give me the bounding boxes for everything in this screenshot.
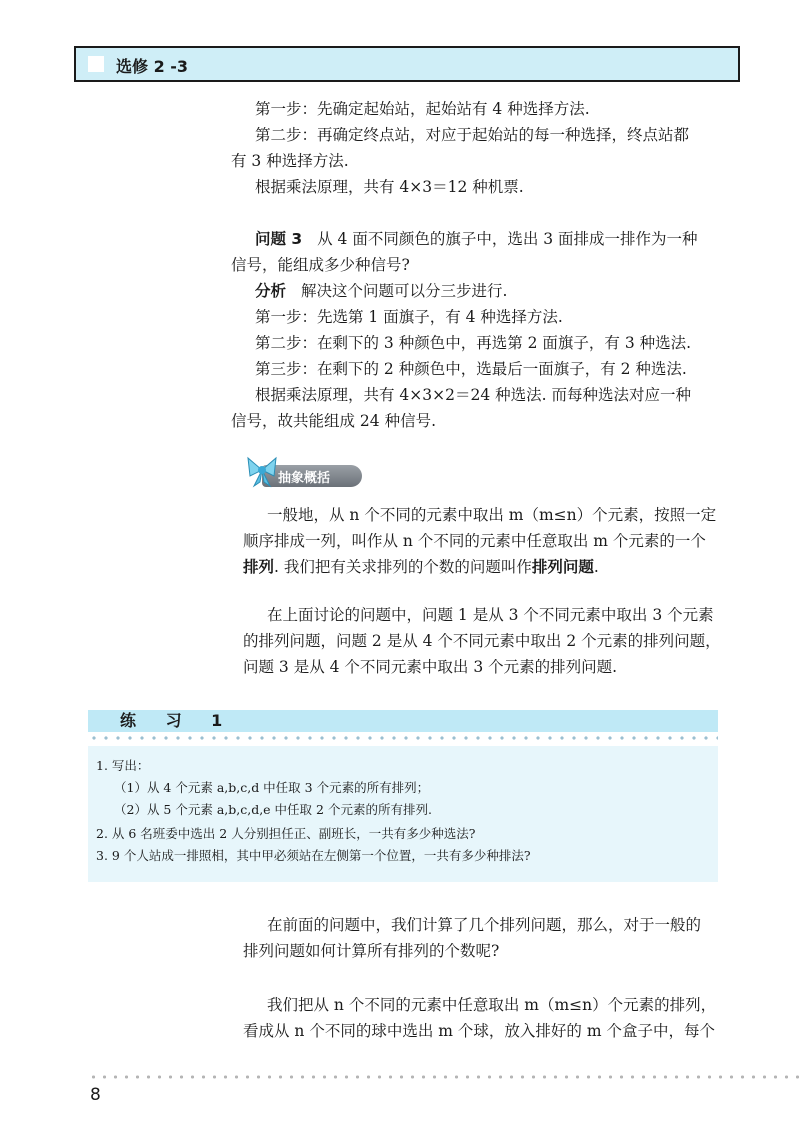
definition-mid: . 我们把有关求排列的个数的问题叫作 [274,558,532,576]
text-line: 有 3 种选择方法. [231,152,349,170]
block1-text [231,96,725,200]
chapter-header [74,46,740,82]
exercise-dotted-divider [88,736,718,740]
problem3-line1: 从 4 面不同颜色的旗子中，选出 3 面排成一排作为一种 [317,230,698,248]
exercise-box [88,746,718,882]
exercise-item: （1）从 4 个元素 a,b,c,d 中任取 3 个元素的所有排列； [114,780,430,795]
page-number: 8 [90,1085,101,1105]
exercise-item: 2. 从 6 名班委中选出 2 人分别担任正、副班长，一共有多少种选法? [96,826,476,841]
analysis-label: 分析 [255,282,287,300]
chapter-title: 选修 2 -3 [116,57,189,76]
continuation-answer [243,992,735,1044]
problem3-label: 问题 3 [255,230,303,248]
footer-dotted-divider [88,1075,800,1079]
ribbon-icon [244,452,280,488]
exercise-item: 1. 写出： [96,758,150,773]
continuation-line2: 排列问题如何计算所有排列的个数呢? [243,942,500,960]
discussion-line1: 在上面讨论的问题中，问题 1 是从 3 个不同元素中取出 3 个元素 [267,606,714,624]
continuation-line3: 我们把从 n 个不同的元素中任意取出 m（m≤n）个元素的排列， [267,996,717,1014]
problem3-statement [255,226,725,252]
conclusion-line1: 根据乘法原理，共有 4×3×2＝24 种选法. 而每种选法对应一种 [255,386,691,404]
abstract-badge [244,452,362,492]
text-line: 第一步：先确定起始站，起始站有 4 种选择方法. [255,100,590,118]
discussion-line3: 问题 3 是从 4 个不同元素中取出 3 个元素的排列问题. [243,658,618,676]
conclusion-line2: 信号，故共能组成 24 种信号. [231,412,437,430]
continuation-line1: 在前面的问题中，我们计算了几个排列问题，那么，对于一般的 [267,916,702,934]
step3-line: 第三步：在剩下的 2 种颜色中，选最后一面旗子，有 2 种选法. [255,360,687,378]
term-permutation: 排列 [243,558,275,576]
badge-label: 抽象概括 [278,471,331,486]
exercise-item: 3. 9 个人站成一排照相，其中甲必须站在左侧第一个位置，一共有多少种排法? [96,848,531,863]
discussion-block [243,602,735,680]
exercise-title: 练 习 1 [120,711,235,730]
exercise-item: （2）从 5 个元素 a,b,c,d,e 中任取 2 个元素的所有排列. [114,802,432,817]
discussion-line2: 的排列问题，问题 2 是从 4 个不同元素中取出 2 个元素的排列问题， [243,632,721,650]
definition-block [243,502,735,580]
text-line: 第二步：再确定终点站，对应于起始站的每一种选择，终点站都 [255,126,690,144]
definition-end: . [593,558,599,576]
exercise-header [88,710,718,732]
definition-line3 [243,554,735,580]
problem3-line2: 信号，能组成多少种信号? [231,256,410,274]
definition-line1: 一般地，从 n 个不同的元素中取出 m（m≤n）个元素，按照一定 [267,506,717,524]
analysis-line [255,278,725,304]
text-line: 根据乘法原理，共有 4×3＝12 种机票. [255,178,524,196]
definition-line2: 顺序排成一列，叫作从 n 个不同的元素中任意取出 m 个元素的一个 [243,532,706,550]
continuation-question [243,912,735,964]
step1-line: 第一步：先选第 1 面旗子，有 4 种选择方法. [255,308,563,326]
analysis-text: 解决这个问题可以分三步进行. [300,282,508,300]
problem3-block [231,226,725,434]
term-permutation-problem: 排列问题 [531,558,594,576]
header-square-icon [88,56,104,72]
step2-line: 第二步：在剩下的 3 种颜色中，再选第 2 面旗子，有 3 种选法. [255,334,692,352]
continuation-line4: 看成从 n 个不同的球中选出 m 个球，放入排好的 m 个盒子中，每个 [243,1022,715,1040]
